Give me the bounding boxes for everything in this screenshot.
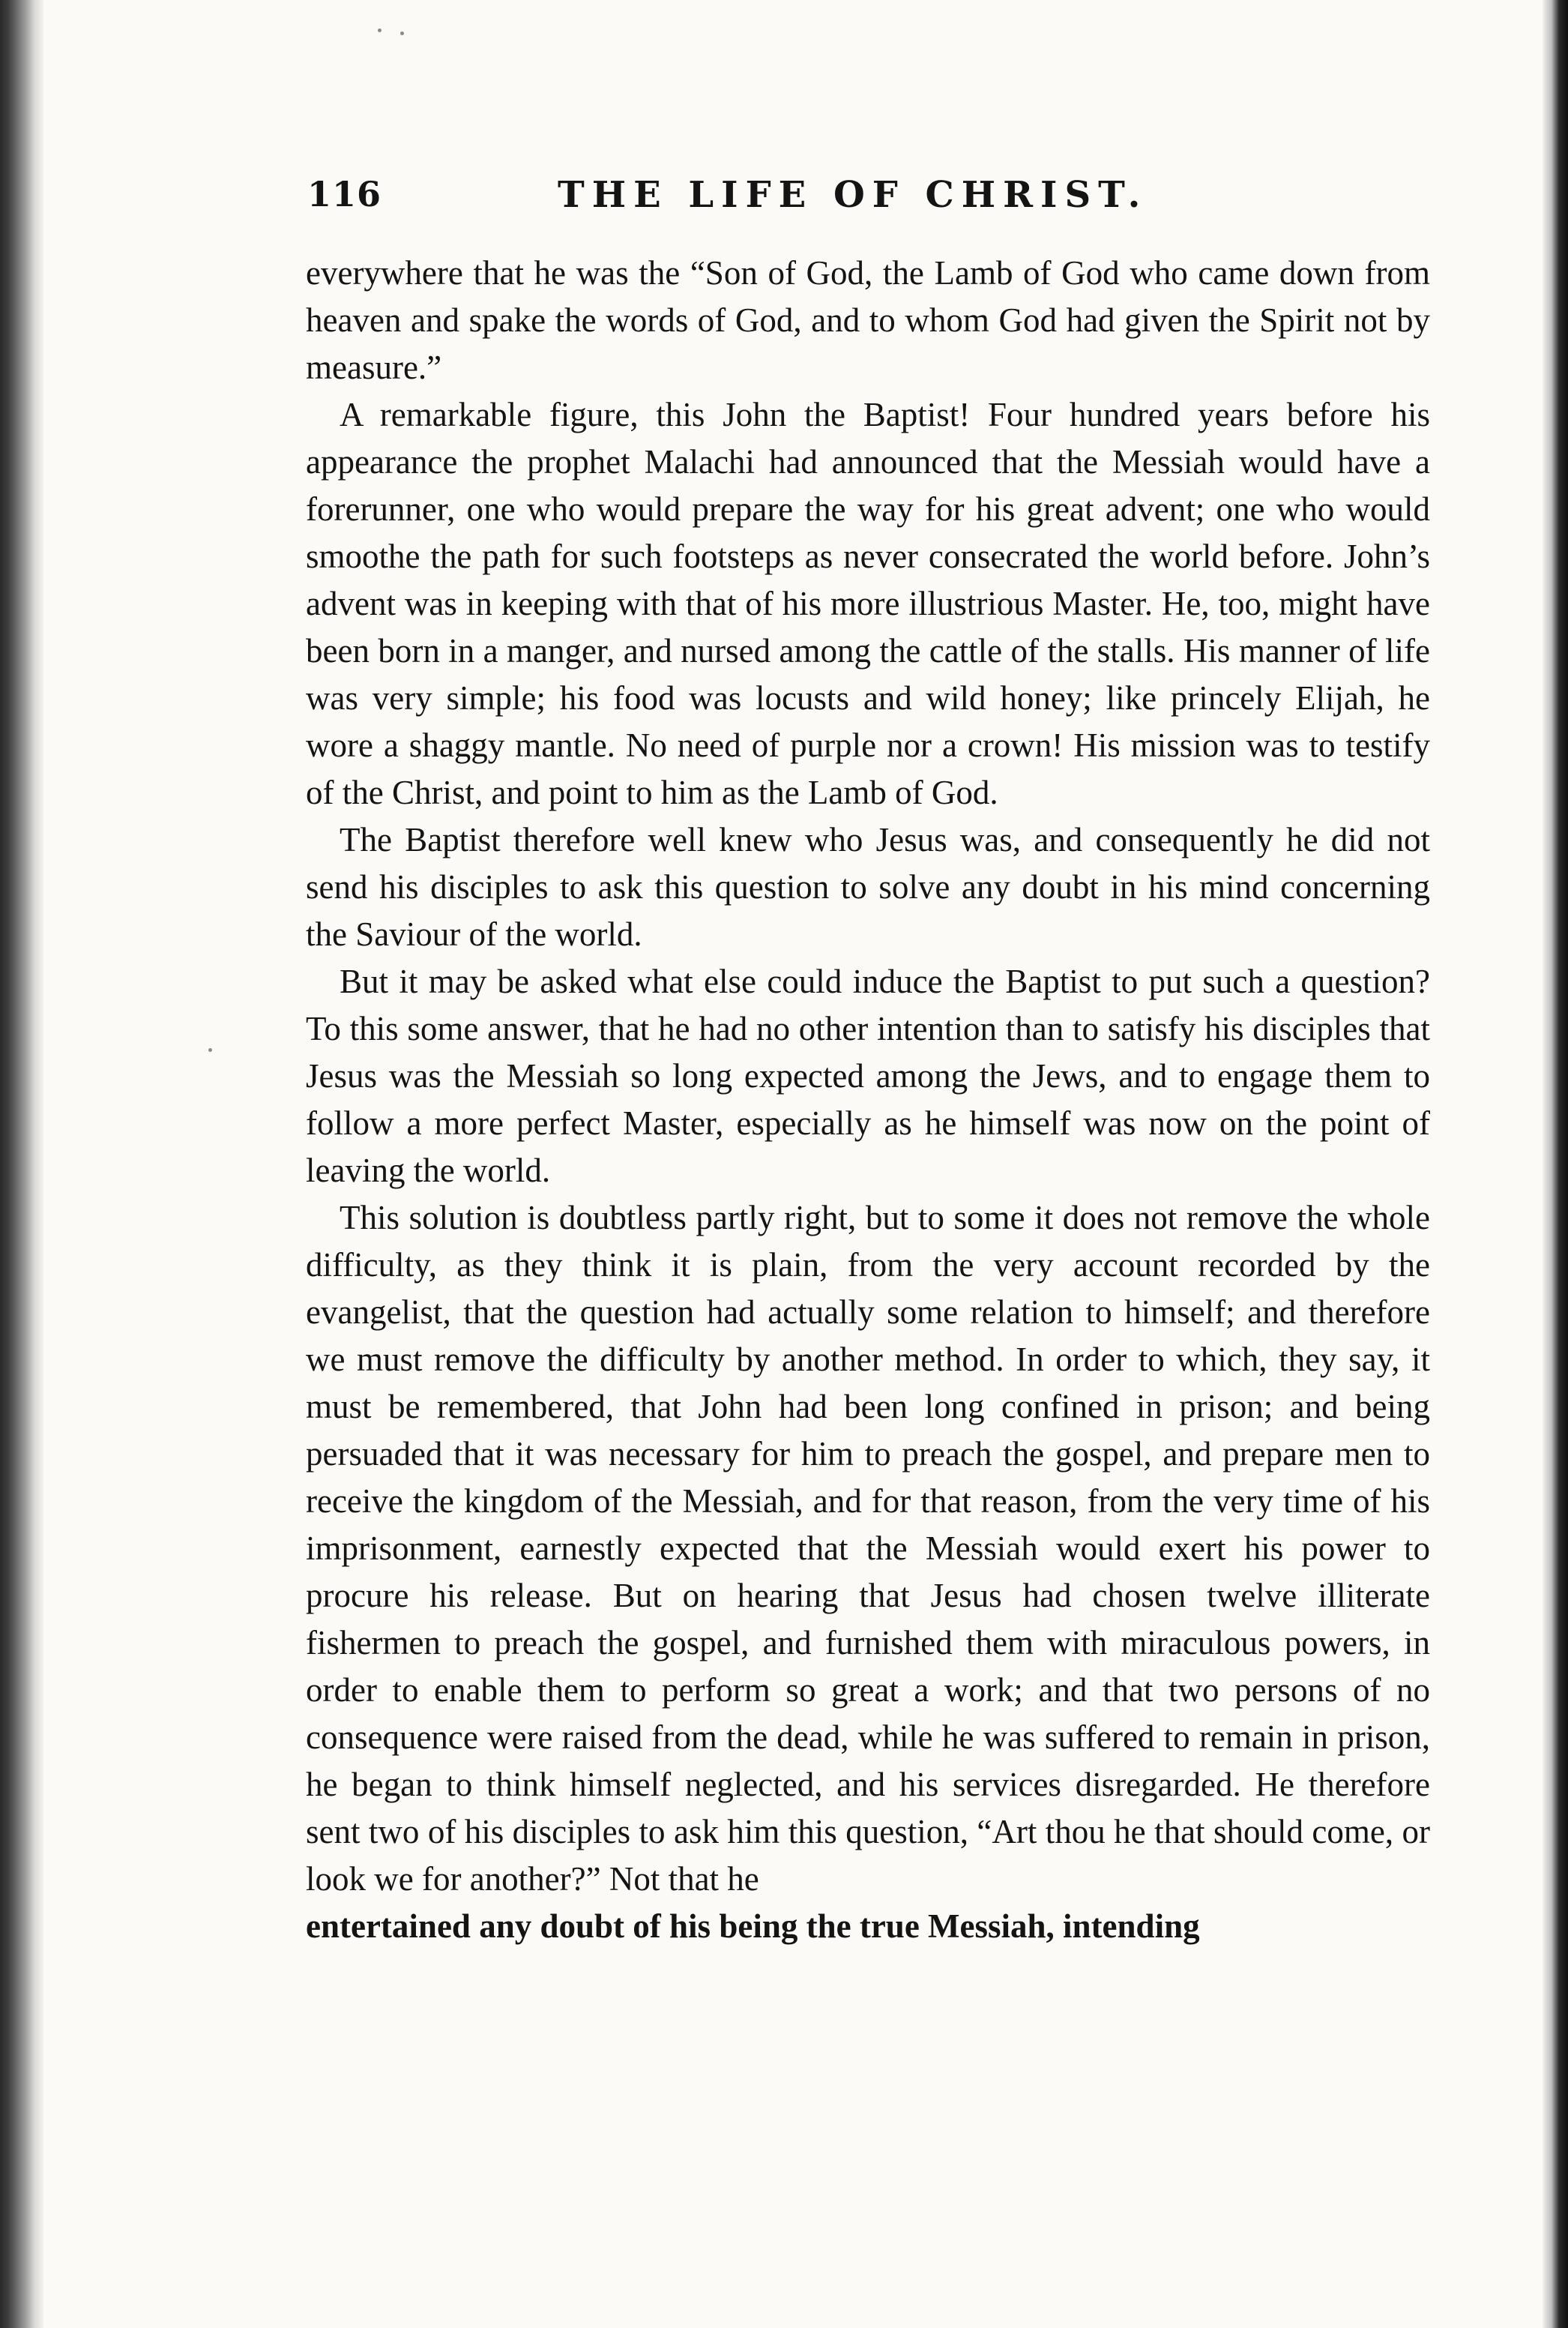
running-title: THE LIFE OF CHRIST.	[558, 174, 1148, 216]
last-line: entertained any doubt of his being the true Messiah, intending	[306, 1907, 1200, 1945]
running-head	[307, 174, 1417, 234]
paragraph-continued: everywhere that he was the “Son of God, the Lamb of God who came down from heaven and spake the words of God, and to whom God had given the Spirit not by measure.”	[306, 254, 1430, 386]
scan-speck	[378, 28, 382, 32]
paragraph: But it may be asked what else could induce the Baptist to put such a question? To this some answer, that he had no other intention than to satisfy his disciples that Jesus was the Messiah so long expected among the Jews, and to engage them to follow a more perfect Master, especially as he himself was now on the point of leaving the world.	[306, 963, 1430, 1189]
scan-speck	[208, 1048, 212, 1052]
body-text	[306, 250, 1430, 1950]
scan-speck	[400, 31, 404, 35]
paragraph: The Baptist therefore well knew who Jesus was, and consequently he did not send his disciples to ask this question to solve any doubt in his mind concerning the Saviour of the world.	[306, 821, 1430, 953]
page-number: 116	[307, 174, 382, 214]
scan-right-edge	[1543, 0, 1568, 2328]
paragraph: A remarkable figure, this John the Baptist! Four hundred years before his appearance the prophet Malachi had announced that the Messiah would have a forerunner, one who would prepare the way for his great advent; one who would smoothe the path for such footsteps as never consecrated the world before. John’s advent was in keeping with that of his more illustrious Master. He, too, might have been born in a manger, and nursed among the cattle of the stalls. His manner of life was very simple; his food was locusts and wild honey; like princely Elijah, he wore a shaggy mantle. No need of purple nor a crown! His mission was to testify of the Christ, and point to him as the Lamb of God.	[306, 396, 1430, 811]
paragraph: This solution is doubtless partly right, but to some it does not remove the whole difficulty, as they think it is plain, from the very account recorded by the evangelist, that the question had actually some relation to himself; and therefore we must remove the difficulty by another method. In order to which, they say, it must be remembered, that John had been long confined in prison; and being persuaded that it was necessary for him to preach the gospel, and prepare men to receive the kingdom of the Messiah, and for that reason, from the very time of his imprisonment, earnestly expected that the Messiah would exert his power to procure his release. But on hearing that Jesus had chosen twelve illiterate fishermen to preach the gospel, and furnished them with miraculous powers, in order to enable them to perform so great a work; and that two persons of no consequence were raised from the dead, while he was suffered to remain in prison, he began to think himself neglected, and his services disregarded. He therefore sent two of his disciples to ask him this question, “Art thou he that should come, or look we for another?” Not that he	[306, 1199, 1430, 1898]
scan-binding-shadow	[0, 0, 43, 2328]
